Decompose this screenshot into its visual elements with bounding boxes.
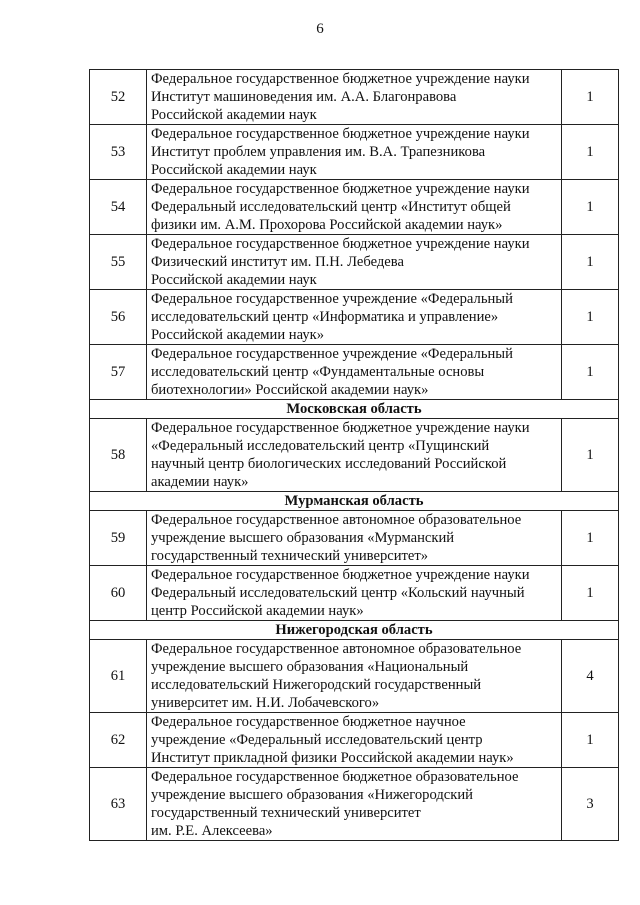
table-row [90, 566, 619, 621]
region-name: Московская область [90, 400, 619, 419]
row-number: 60 [90, 566, 147, 621]
page-number: 6 [316, 21, 324, 37]
row-number: 61 [90, 640, 147, 713]
table-row [90, 180, 619, 235]
institution-name: Федеральное государственное бюджетное учреждение науки «Федеральный исследовательский центр «Пущинский научный центр биологических исследований Российской академии наук» [147, 419, 562, 492]
table-row [90, 70, 619, 125]
institution-name: Федеральное государственное бюджетное учреждение науки Федеральный исследовательский центр «Институт общей физики им. А.М. Прохорова Российской академии наук» [147, 180, 562, 235]
table-row [90, 768, 619, 841]
quantity: 1 [562, 235, 619, 290]
quantity: 4 [562, 640, 619, 713]
institution-name: Федеральное государственное бюджетное учреждение науки Институт машиноведения им. А.А. Благонравова Российской академии наук [147, 70, 562, 125]
row-number: 53 [90, 125, 147, 180]
institutions-table [89, 69, 619, 841]
region-header-row [90, 400, 619, 419]
quantity: 3 [562, 768, 619, 841]
quantity: 1 [562, 345, 619, 400]
region-name: Нижегородская область [90, 621, 619, 640]
table-row [90, 419, 619, 492]
institution-name: Федеральное государственное бюджетное образовательное учреждение высшего образования «Нижегородский государственный технический университет им. Р.Е. Алексеева» [147, 768, 562, 841]
quantity: 1 [562, 70, 619, 125]
row-number: 58 [90, 419, 147, 492]
row-number: 59 [90, 511, 147, 566]
row-number: 52 [90, 70, 147, 125]
quantity: 1 [562, 290, 619, 345]
institution-name: Федеральное государственное автономное образовательное учреждение высшего образования «Национальный исследовательский Нижегородский государственный университет им. Н.И. Лобачевского» [147, 640, 562, 713]
quantity: 1 [562, 180, 619, 235]
table-row [90, 511, 619, 566]
table-row [90, 640, 619, 713]
row-number: 56 [90, 290, 147, 345]
region-header-row [90, 621, 619, 640]
row-number: 63 [90, 768, 147, 841]
table-row [90, 125, 619, 180]
table-row [90, 713, 619, 768]
row-number: 57 [90, 345, 147, 400]
table-row [90, 290, 619, 345]
institution-name: Федеральное государственное учреждение «Федеральный исследовательский центр «Фундаментальные основы биотехнологии» Российской академии наук» [147, 345, 562, 400]
institution-name: Федеральное государственное учреждение «Федеральный исследовательский центр «Информатика и управление» Российской академии наук» [147, 290, 562, 345]
table-body [90, 70, 619, 841]
quantity: 1 [562, 713, 619, 768]
quantity: 1 [562, 566, 619, 621]
institution-name: Федеральное государственное бюджетное учреждение науки Федеральный исследовательский центр «Кольский научный центр Российской академии наук» [147, 566, 562, 621]
region-header-row [90, 492, 619, 511]
row-number: 54 [90, 180, 147, 235]
quantity: 1 [562, 419, 619, 492]
table-row [90, 235, 619, 290]
institution-name: Федеральное государственное бюджетное научное учреждение «Федеральный исследовательский центр Институт прикладной физики Российской академии наук» [147, 713, 562, 768]
institution-name: Федеральное государственное бюджетное учреждение науки Институт проблем управления им. В.А. Трапезникова Российской академии наук [147, 125, 562, 180]
row-number: 55 [90, 235, 147, 290]
institution-name: Федеральное государственное автономное образовательное учреждение высшего образования «Мурманский государственный технический университет» [147, 511, 562, 566]
region-name: Мурманская область [90, 492, 619, 511]
institution-name: Федеральное государственное бюджетное учреждение науки Физический институт им. П.Н. Лебедева Российской академии наук [147, 235, 562, 290]
quantity: 1 [562, 125, 619, 180]
row-number: 62 [90, 713, 147, 768]
quantity: 1 [562, 511, 619, 566]
table-row [90, 345, 619, 400]
